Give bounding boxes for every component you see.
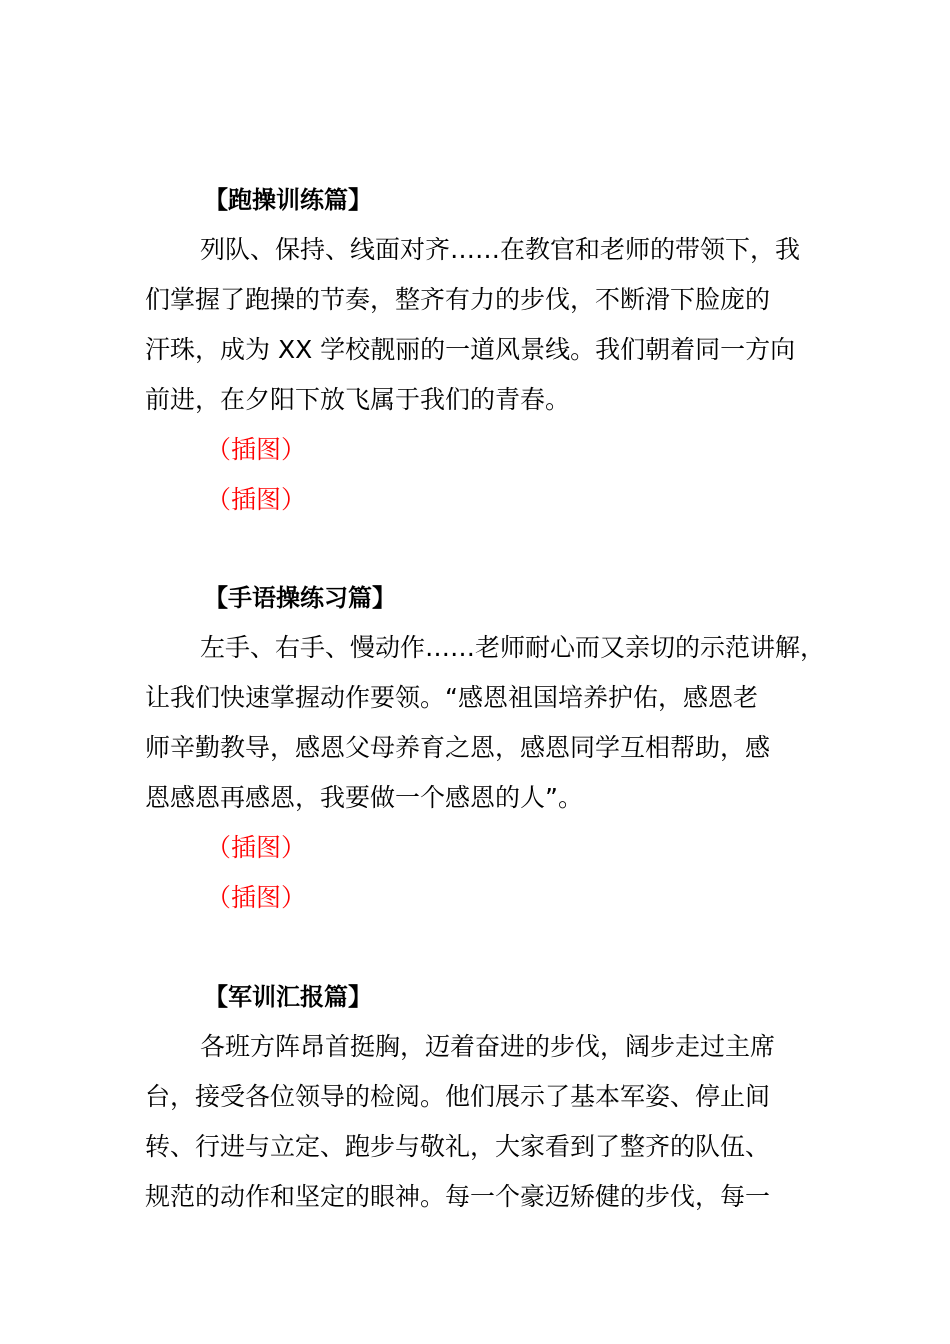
paragraph-line: 让我们快速掌握动作要领。“感恩祖国培养护佑，感恩老 (145, 683, 758, 712)
section-heading: 【跑操训练篇】 (204, 186, 372, 214)
image-placeholder: （插图） (206, 833, 307, 862)
paragraph-line: 师辛勤教导，感恩父母养育之恩，感恩同学互相帮助，感 (145, 733, 771, 762)
paragraph-line: 列队、保持、线面对齐……在教官和老师的带领下，我 (200, 235, 801, 264)
paragraph-line: 台，接受各位领导的检阅。他们展示了基本军姿、停止间 (145, 1082, 771, 1111)
paragraph-line: 们掌握了跑操的节奏，整齐有力的步伐，不断滑下脸庞的 (145, 285, 771, 314)
paragraph-line: 左手、右手、慢动作……老师耐心而又亲切的示范讲解， (200, 633, 826, 662)
image-placeholder: （插图） (206, 883, 307, 912)
section-heading: 【军训汇报篇】 (204, 983, 372, 1011)
paragraph-line: 恩感恩再感恩，我要做一个感恩的人”。 (145, 783, 583, 812)
paragraph-line: 转、行进与立定、跑步与敬礼，大家看到了整齐的队伍、 (145, 1132, 771, 1161)
paragraph-line: 规范的动作和坚定的眼神。每一个豪迈矫健的步伐，每一 (145, 1182, 771, 1211)
paragraph-line: 前进，在夕阳下放飞属于我们的青春。 (145, 385, 571, 414)
paragraph-line: 汗珠，成为 XX 学校靓丽的一道风景线。我们朝着同一方向 (145, 335, 796, 364)
paragraph-line: 各班方阵昂首挺胸，迈着奋进的步伐，阔步走过主席 (200, 1032, 776, 1061)
section-heading: 【手语操练习篇】 (204, 584, 396, 612)
image-placeholder: （插图） (206, 485, 307, 514)
image-placeholder: （插图） (206, 435, 307, 464)
